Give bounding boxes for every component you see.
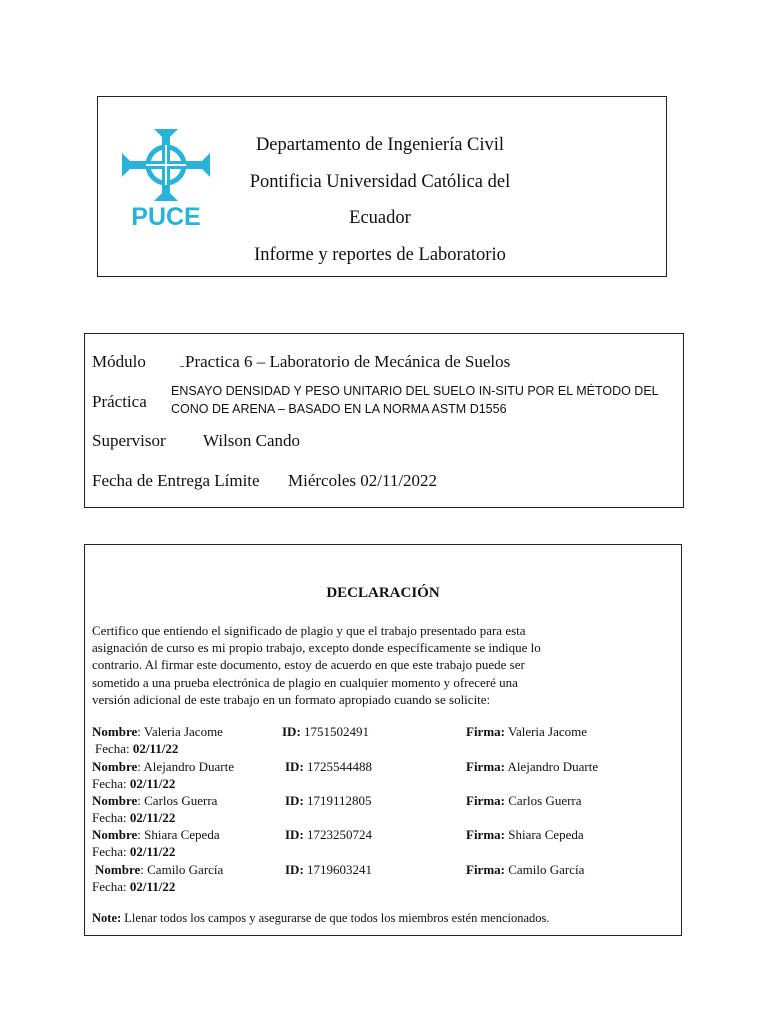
- fecha-value: 02/11/22: [129, 844, 176, 859]
- fecha-value: 02/11/22: [132, 741, 179, 756]
- fecha-entrega-label: Fecha de Entrega Límite: [92, 471, 260, 490]
- modulo-label: Módulo: [92, 352, 146, 371]
- member-id: [285, 827, 372, 843]
- nombre-value: Shiara Cepeda: [144, 827, 220, 842]
- member-fecha: [92, 844, 175, 860]
- firma-label: Firma:: [466, 862, 505, 877]
- declaration-line: asignación de curso es mi propio trabajo, excepto donde específicamente se indique lo: [92, 640, 541, 656]
- firma-label: Firma:: [466, 759, 505, 774]
- nombre-value: Alejandro Duarte: [143, 759, 235, 774]
- firma-value: Camilo García: [508, 862, 585, 877]
- declaration-title: DECLARACIÓN: [326, 585, 440, 601]
- fecha-label: Fecha:: [92, 810, 127, 825]
- firma-value: Shiara Cepeda: [508, 827, 584, 842]
- university-name-line2: Ecuador: [349, 208, 411, 228]
- modulo-value: [180, 352, 510, 372]
- fecha-entrega-value: Miércoles 02/11/2022: [288, 471, 438, 490]
- nombre-value: Valeria Jacome: [143, 724, 223, 739]
- nombre-label: Nombre: [92, 724, 138, 739]
- declaration-line: contrario. Al firmar este documento, estoy de acuerdo en que este trabajo puede ser: [92, 657, 525, 673]
- fecha-label: Fecha:: [92, 879, 127, 894]
- logo-text: PUCE: [131, 203, 201, 229]
- department-title: Departamento de Ingeniería Civil: [255, 135, 505, 155]
- id-value: 1719603241: [307, 862, 373, 877]
- member-firma: [466, 724, 587, 740]
- practica-value-line2: CONO DE ARENA – BASADO EN LA NORMA ASTM D1556: [171, 402, 507, 416]
- nombre-label: Nombre: [95, 862, 141, 877]
- member-firma: [466, 827, 584, 843]
- declaration-line: sometido a una prueba electrónica de plagio en cualquier momento y ofreceré una: [92, 674, 518, 690]
- id-value: 1751502491: [304, 724, 370, 739]
- fecha-label: Fecha:: [92, 776, 127, 791]
- declaration-text: [92, 622, 672, 708]
- note-text: Llenar todos los campos y asegurarse de que todos los miembros estén mencionados.: [121, 911, 550, 925]
- declaration-line: versión adicional de este trabajo en un formato apropiado cuando se solicite:: [92, 691, 491, 707]
- firma-label: Firma:: [466, 827, 505, 842]
- id-value: 1723250724: [307, 827, 373, 842]
- institution-header: [97, 96, 667, 277]
- report-title: Informe y reportes de Laboratorio: [254, 245, 506, 265]
- firma-value: Alejandro Duarte: [507, 759, 599, 774]
- fecha-value: 02/11/22: [129, 879, 176, 894]
- supervisor-label: Supervisor: [92, 431, 166, 450]
- member-firma: [466, 862, 584, 878]
- note-label: Note:: [92, 911, 122, 925]
- id-label: ID:: [285, 862, 304, 877]
- fecha-label: Fecha:: [95, 741, 130, 756]
- member-nombre: Nombre: Alejandro Duarte: [92, 759, 235, 774]
- nombre-value: Camilo García: [147, 862, 224, 877]
- firma-value: Valeria Jacome: [508, 724, 588, 739]
- declaration-line: Certifico que entiendo el significado de plagio y que el trabajo presentado para esta: [92, 623, 526, 638]
- member-fecha: [92, 776, 175, 792]
- fecha-label: Fecha:: [92, 844, 127, 859]
- member-fecha: [92, 879, 175, 895]
- practica-value-line1: ENSAYO DENSIDAD Y PESO UNITARIO DEL SUELO IN-SITU POR EL MÉTODO DEL: [171, 384, 659, 398]
- member-firma: [466, 793, 582, 809]
- member-nombre: Nombre: Carlos Guerra: [92, 793, 218, 808]
- declaration-section: [84, 544, 682, 936]
- id-value: 1725544488: [307, 759, 373, 774]
- firma-label: Firma:: [466, 724, 505, 739]
- nombre-label: Nombre: [92, 827, 138, 842]
- puce-logo: [118, 125, 214, 229]
- fecha-value: 02/11/22: [129, 810, 176, 825]
- modulo-value-text: Practica 6 – Laboratorio de Mecánica de Suelos: [185, 352, 511, 371]
- module-info: [84, 333, 684, 508]
- practica-label: Práctica: [92, 392, 147, 411]
- university-name-line1: Pontificia Universidad Católica del: [249, 172, 511, 192]
- member-id: [285, 793, 372, 809]
- member-nombre: Nombre: Valeria Jacome: [92, 724, 223, 739]
- member-firma: [466, 759, 598, 775]
- nombre-value: Carlos Guerra: [144, 793, 218, 808]
- member-fecha: [92, 810, 175, 826]
- id-value: 1719112805: [307, 793, 372, 808]
- member-nombre: Nombre: Shiara Cepeda: [92, 827, 220, 842]
- firma-value: Carlos Guerra: [508, 793, 582, 808]
- link-marker-icon: [180, 356, 184, 367]
- nombre-label: Nombre: [92, 759, 138, 774]
- note: [92, 911, 550, 926]
- member-nombre: Nombre: Camilo García: [95, 862, 224, 877]
- id-label: ID:: [285, 827, 304, 842]
- member-fecha: [95, 741, 178, 757]
- practica-value: [171, 382, 676, 418]
- nombre-label: Nombre: [92, 793, 138, 808]
- member-id: [285, 862, 372, 878]
- firma-label: Firma:: [466, 793, 505, 808]
- id-label: ID:: [285, 793, 304, 808]
- id-label: ID:: [285, 759, 304, 774]
- fecha-value: 02/11/22: [129, 776, 176, 791]
- member-id: [285, 759, 372, 775]
- member-id: [282, 724, 369, 740]
- id-label: ID:: [282, 724, 301, 739]
- supervisor-value: Wilson Cando: [203, 431, 301, 450]
